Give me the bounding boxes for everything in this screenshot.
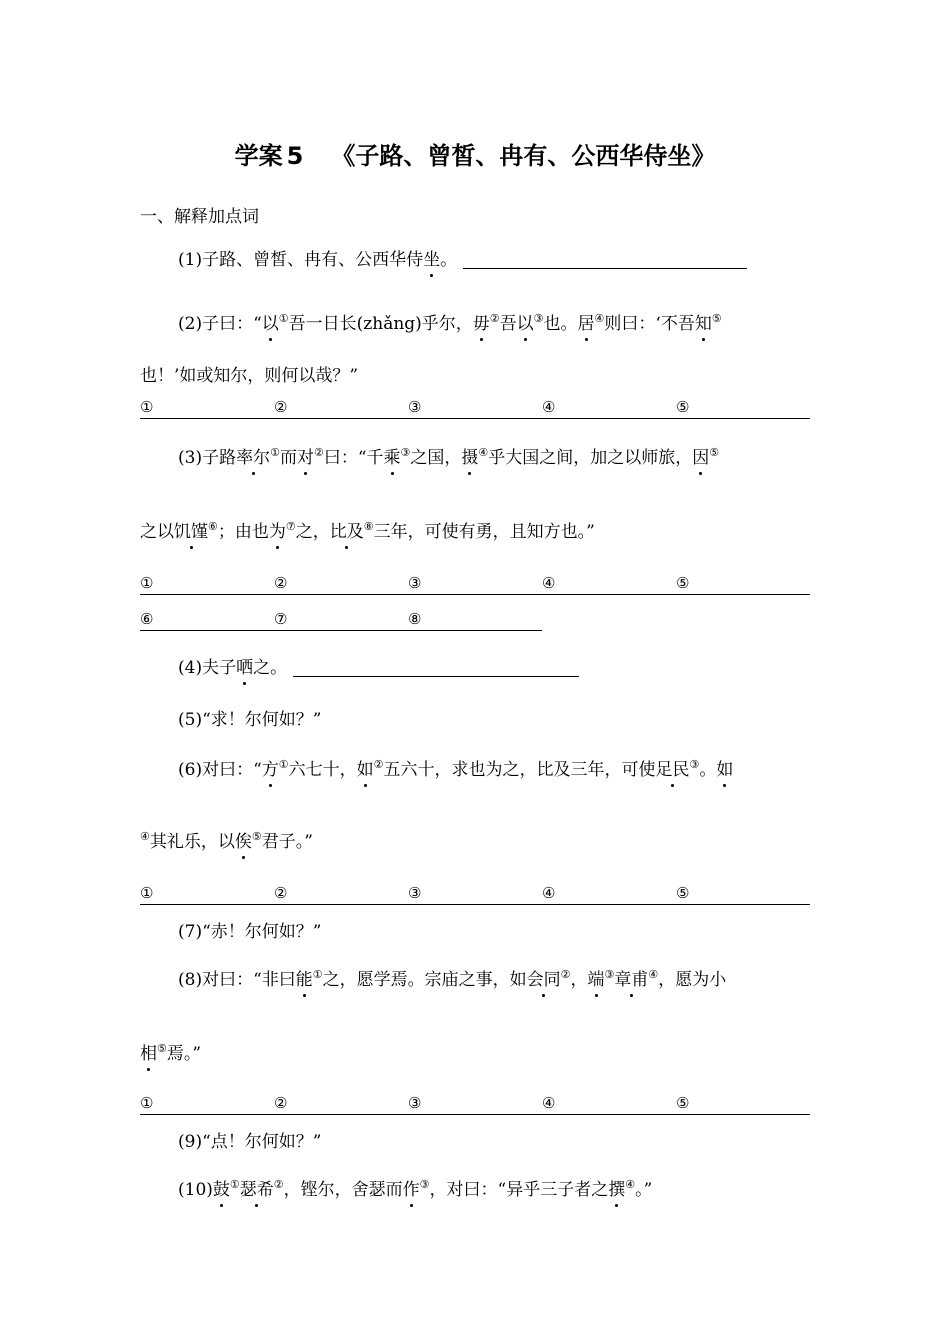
answer-blank[interactable] [293,658,579,677]
answer-row[interactable]: ① ② ③ ④ ⑤ [140,574,810,595]
question-8: (8)对曰：“非曰能①之，愿学焉。宗庙之事，如会同②，端③章甫④，愿为小 [178,968,727,990]
question-9: (9)“点！尔何如？” [178,1132,322,1152]
question-7: (7)“赤！尔何如？” [178,922,322,942]
question-2: (2)子曰：“以①吾一日长(zhǎng)乎尔，毋②吾以③也。居④则曰：‘不吾知⑤ [178,312,722,334]
question-4: (4)夫子哂之。 [178,656,579,680]
answer-blank[interactable] [463,250,747,269]
question-2-cont: 也！’如或知尔，则何以哉？” [140,366,359,386]
section-heading: 一、解释加点词 [140,207,259,227]
answer-row[interactable]: ⑥ ⑦ ⑧ [140,610,542,631]
question-5: (5)“求！尔何如？” [178,710,322,730]
answer-row[interactable]: ① ② ③ ④ ⑤ [140,398,810,419]
question-6: (6)对曰：“方①六七十，如②五六十，求也为之，比及三年，可使足民③。如 [178,758,734,780]
question-3: (3)子路率尔①而对②曰：“千乘③之国，摄④乎大国之间，加之以师旅，因⑤ [178,446,720,468]
answer-row[interactable]: ① ② ③ ④ ⑤ [140,884,810,905]
question-6-cont: ④其礼乐，以俟⑤君子。” [140,830,313,852]
answer-row[interactable]: ① ② ③ ④ ⑤ [140,1094,810,1115]
question-8-cont: 相⑤焉。” [140,1042,202,1064]
question-3-cont: 之以饥馑⑥；由也为⑦之，比及⑧三年，可使有勇，且知方也。” [140,520,595,542]
page-title: 学案 5 《子路、曾皙、冉有、公西华侍坐》 [234,142,716,170]
question-10: (10)鼓①瑟希②，铿尔，舍瑟而作③，对曰：“异乎三子者之撰④。” [178,1178,653,1200]
question-1: (1)子路、曾皙、冉有、公西华侍坐。 [178,248,747,272]
